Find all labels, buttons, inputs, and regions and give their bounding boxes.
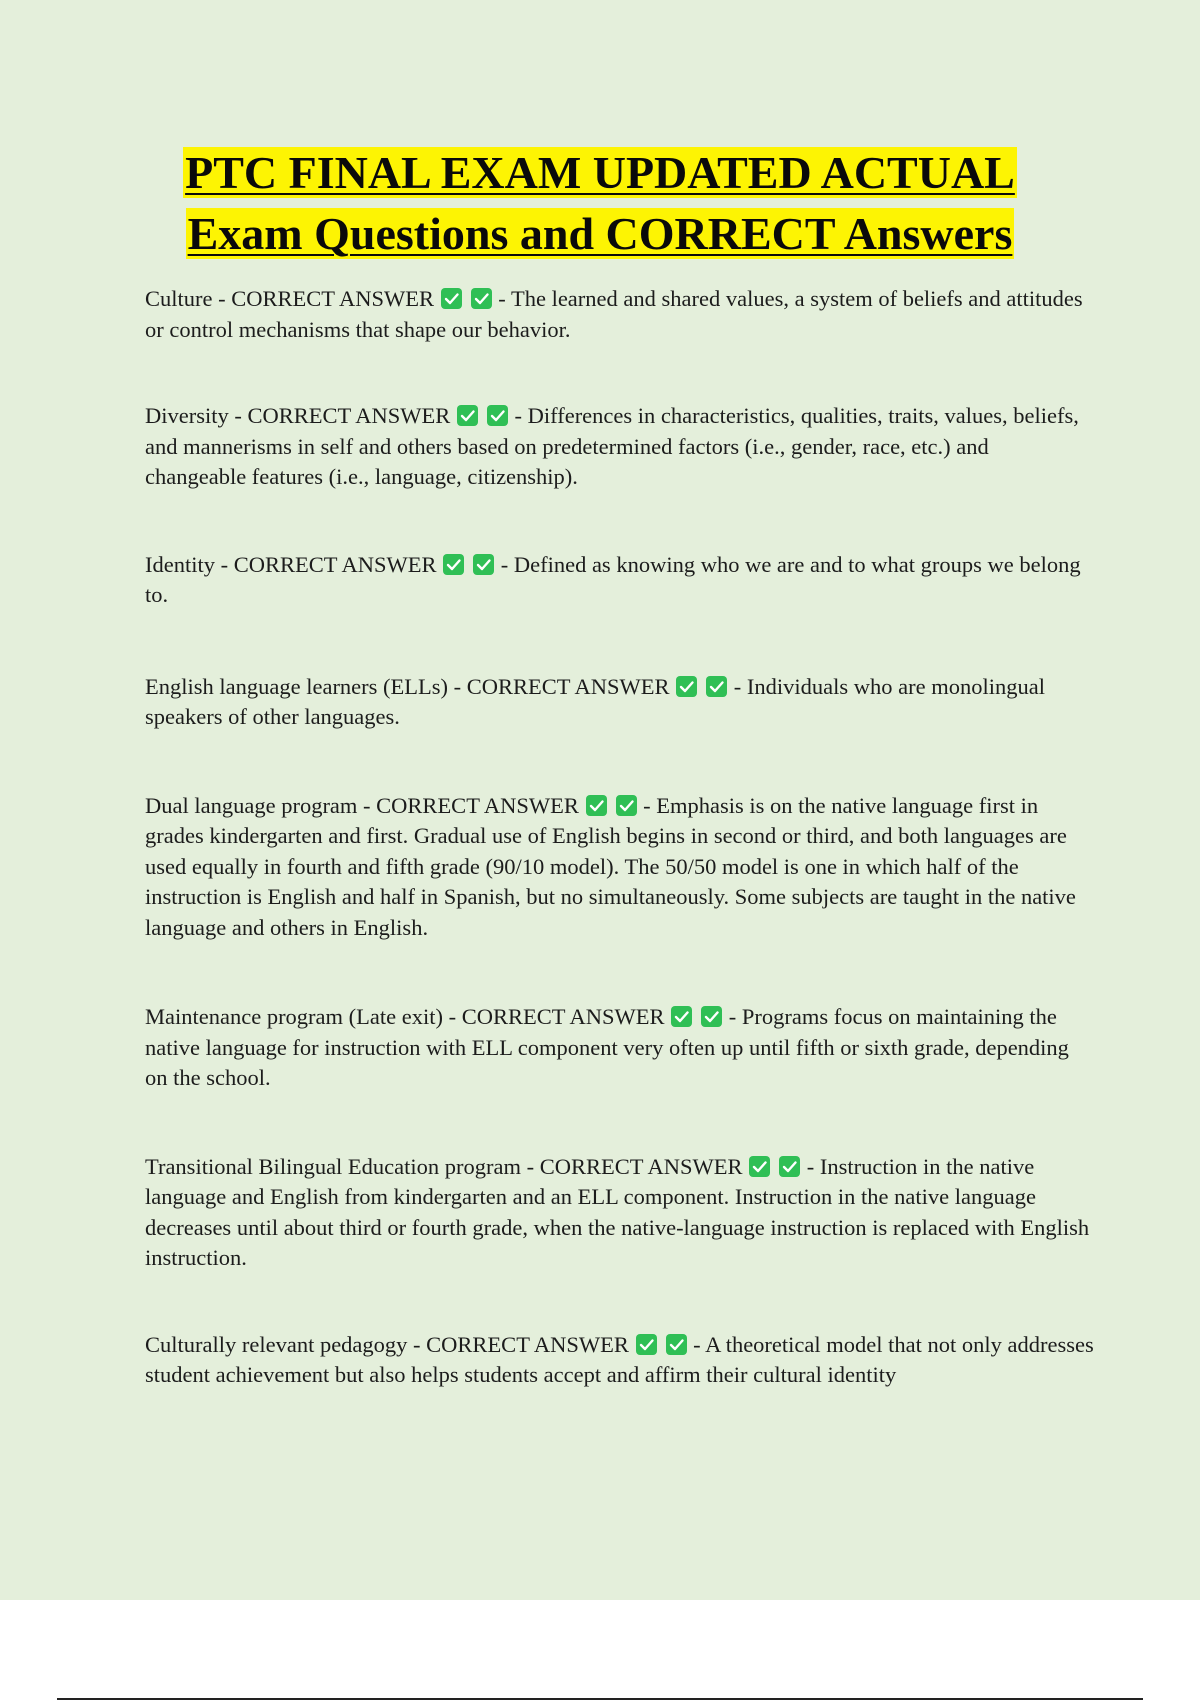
qa-term: English language learners (ELLs) xyxy=(145,673,449,699)
check-mark-icon xyxy=(671,1006,692,1027)
check-mark-icon xyxy=(636,1334,657,1355)
check-mark-icon xyxy=(616,795,637,816)
check-mark-icon xyxy=(706,676,727,697)
correct-answer-label: CORRECT ANSWER xyxy=(376,792,579,818)
check-mark-icon xyxy=(487,405,508,426)
qa-item: Dual language program - CORRECT ANSWER - Emphasis is on the native language first in grades kindergarten and first. Gradual use of English begins in second or third, and both languages are used equally in fourth and fifth grade (90/10 model). The 50/50 model is one in which half of the instruction is English and half in Spanish, but no simultaneously. Some subjects are taught in the native language and others in English. xyxy=(145,792,1076,940)
qa-answer: Differences in characteristics, qualities, traits, values, beliefs, and mannerisms in self and others based on predetermined factors (i.e., gender, race, etc.) and changeable features (i.e., language, citizenship). xyxy=(145,403,1079,489)
correct-answer-label: CORRECT ANSWER xyxy=(426,1331,629,1357)
correct-answer-label: CORRECT ANSWER xyxy=(231,286,434,311)
qa-answer: A theoretical model that not only addresses student achievement but also helps students accept and affirm their cultural identity xyxy=(145,1331,1094,1387)
title-line-1: PTC FINAL EXAM UPDATED ACTUAL xyxy=(185,147,1015,198)
qa-term: Maintenance program (Late exit) xyxy=(145,1004,443,1029)
check-mark-icon xyxy=(586,795,607,816)
qa-term: Culturally relevant pedagogy xyxy=(145,1331,408,1357)
correct-answer-label: CORRECT ANSWER xyxy=(539,1153,743,1179)
qa-term: Transitional Bilingual Education program xyxy=(145,1153,521,1179)
qa-answer: Emphasis is on the native language first in grades kindergarten and first. Gradual use of English begins in second or third, and both languages are used equally in fourth and fifth grade (90/10 model). The 50/50 model is one in which half of the instruction is English and half in Spanish, but no simultaneously. Some subjects are taught in the native language and others in English. xyxy=(145,792,1076,940)
correct-answer-label: CORRECT ANSWER xyxy=(466,673,670,699)
qa-item: Diversity - CORRECT ANSWER - Differences in characteristics, qualities, traits, values, beliefs, and mannerisms in self and others based on predetermined factors (i.e., gender, race, etc.) and changeable features (i.e., language, citizenship). xyxy=(145,403,1079,489)
page-title xyxy=(0,142,1200,264)
qa-answer: Instruction in the native language and English from kindergarten and an ELL component. Instruction in the native language decreases until about third or fourth grade, when the native-language instruction is replaced with English instruction. xyxy=(145,1153,1090,1270)
qa-item: English language learners (ELLs) - CORRECT ANSWER - Individuals who are monolingual speakers of other languages. xyxy=(145,673,1045,729)
qa-answer: The learned and shared values, a system of beliefs and attitudes or control mechanisms that shape our behavior. xyxy=(145,286,1083,342)
qa-item: Culture - CORRECT ANSWER - The learned and shared values, a system of beliefs and attitudes or control mechanisms that shape our behavior. xyxy=(145,286,1083,342)
check-mark-icon xyxy=(666,1334,687,1355)
qa-term: Diversity xyxy=(145,403,229,428)
qa-answer: Programs focus on maintaining the native language for instruction with ELL component very often up until fifth or sixth grade, depending on the school. xyxy=(145,1004,1069,1090)
check-mark-icon xyxy=(471,288,492,309)
check-mark-icon xyxy=(701,1006,722,1027)
qa-list xyxy=(145,284,1095,1391)
qa-item: Maintenance program (Late exit) - CORRECT ANSWER - Programs focus on maintaining the native language for instruction with ELL component very often up until fifth or sixth grade, depending on the school. xyxy=(145,1004,1069,1090)
qa-term: Dual language program xyxy=(145,792,358,818)
check-mark-icon xyxy=(779,1156,800,1177)
qa-term: Identity xyxy=(145,551,215,577)
check-mark-icon xyxy=(443,554,464,575)
correct-answer-label: CORRECT ANSWER xyxy=(461,1004,665,1029)
correct-answer-label: CORRECT ANSWER xyxy=(233,551,437,577)
qa-answer: Defined as knowing who we are and to what groups we belong to. xyxy=(145,551,1081,607)
correct-answer-label: CORRECT ANSWER xyxy=(247,403,451,428)
check-mark-icon xyxy=(457,405,478,426)
title-line-2: Exam Questions and CORRECT Answers xyxy=(187,208,1013,259)
check-mark-icon xyxy=(749,1156,770,1177)
check-mark-icon xyxy=(441,288,462,309)
qa-item: Culturally relevant pedagogy - CORRECT ANSWER - A theoretical model that not only addresses student achievement but also helps students accept and affirm their cultural identity xyxy=(145,1331,1094,1387)
qa-item: Identity - CORRECT ANSWER - Defined as knowing who we are and to what groups we belong to. xyxy=(145,551,1081,607)
qa-item: Transitional Bilingual Education program - CORRECT ANSWER - Instruction in the native language and English from kindergarten and an ELL component. Instruction in the native language decreases until about third or fourth grade, when the native-language instruction is replaced with English instruction. xyxy=(145,1153,1090,1270)
check-mark-icon xyxy=(676,676,697,697)
qa-answer: Individuals who are monolingual speakers of other languages. xyxy=(145,673,1045,729)
qa-term: Culture xyxy=(145,286,213,311)
check-mark-icon xyxy=(473,554,494,575)
